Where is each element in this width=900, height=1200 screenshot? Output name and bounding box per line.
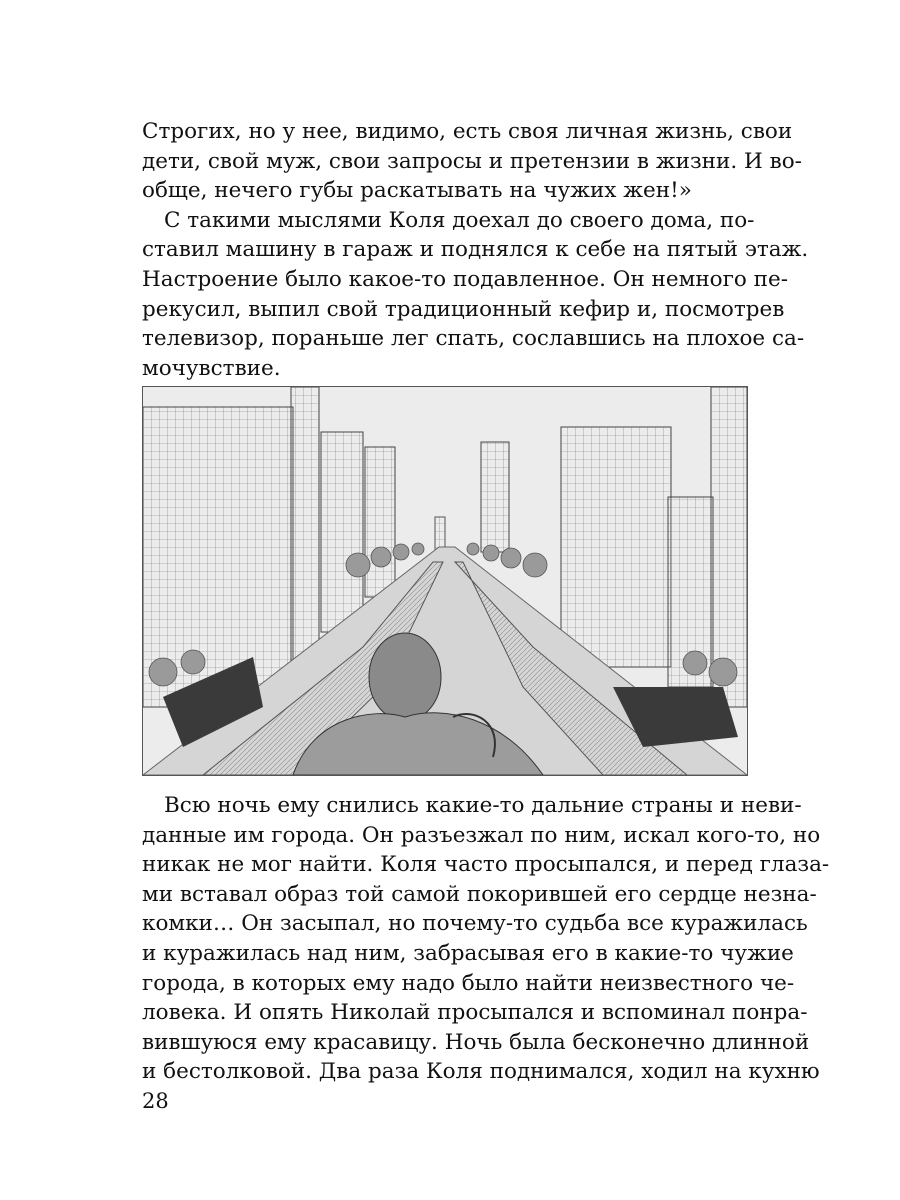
paragraph3-line: ловека. И опять Николай просыпался и вспоминал понра- — [142, 1000, 808, 1026]
paragraph1-line: обще, нечего губы раскатывать на чужих жен!» — [142, 178, 692, 204]
paragraph3-line: и бестолковой. Два раза Коля поднимался, ходил на кухню — [142, 1059, 820, 1085]
paragraph2-line: рекусил, выпил свой традиционный кефир и, посмотрев — [142, 296, 785, 322]
paragraph2-line: С такими мыслями Коля доехал до своего дома, по- — [164, 207, 755, 233]
paragraph1-line: Строгих, но у нее, видимо, есть своя личная жизнь, свои — [142, 119, 793, 144]
paragraph1-line: дети, свой муж, свои запросы и претензии в жизни. И во- — [142, 148, 802, 174]
paragraph3-line: вившуюся ему красавицу. Ночь была бесконечно длинной — [142, 1029, 810, 1055]
paragraph2-line: ставил машину в гараж и поднялся к себе на пятый этаж. — [142, 237, 809, 263]
paragraph3-line: ми вставал образ той самой покорившей его сердце незна- — [142, 881, 817, 907]
paragraph2-line: телевизор, пораньше лег спать, сославшись на плохое са- — [142, 326, 805, 352]
paragraph3-line: города, в которых ему надо было найти неизвестного че- — [142, 970, 795, 996]
illustration-city-collage — [142, 386, 748, 776]
paragraph3-line: никак не мог найти. Коля часто просыпался, и перед глаза- — [142, 852, 830, 878]
paragraph3-line: Всю ночь ему снились какие-то дальние страны и неви- — [164, 793, 802, 818]
text-block-bottom — [142, 791, 830, 1087]
paragraph2-line: Настроение было какое-то подавленное. Он немного пе- — [142, 266, 788, 292]
paragraph2-line: мочувствие. — [142, 355, 281, 381]
city-perspective-drawing — [143, 387, 747, 775]
paragraph3-line: комки… Он засыпал, но почему-то судьба все куражилась — [142, 911, 808, 937]
text-block-top — [142, 117, 809, 383]
page-number: 28 — [142, 1089, 169, 1113]
paragraph3-line: и куражилась над ним, забрасывая его в какие-то чужие — [142, 940, 794, 966]
paragraph3-line: данные им города. Он разъезжал по ним, искал кого-то, но — [142, 822, 821, 848]
